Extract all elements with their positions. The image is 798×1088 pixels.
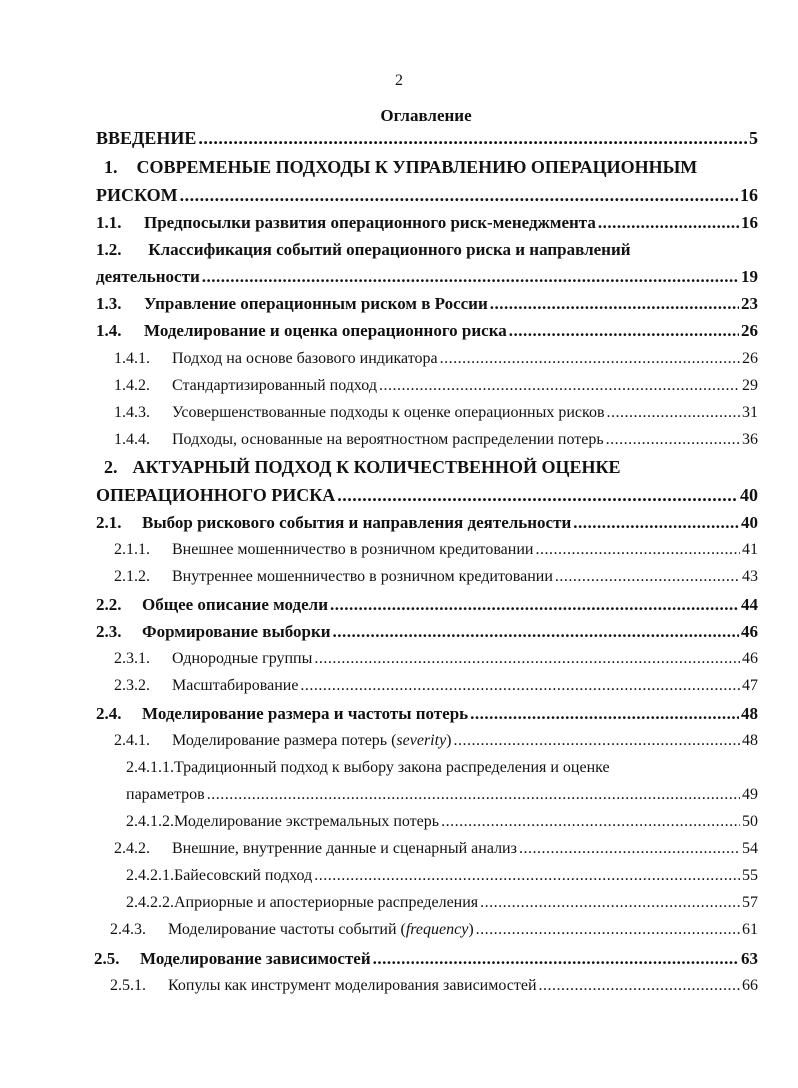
toc-entry-1-2[interactable]: 1.2. Классификация событий операционного риска и направлений: [96, 240, 631, 259]
toc-page: 46: [741, 622, 758, 641]
toc-entry-2-1-1[interactable]: 2.1.1. Внешнее мошенничество в розничном кредитовании ..... 41: [114, 541, 758, 559]
toc-entry-2-4-2[interactable]: 2.4.2. Внешние, внутренние данные и сценарный анализ ..... 54: [114, 840, 758, 858]
toc-entry-2-4-1-2[interactable]: 2.4.1.2.Моделирование экстремальных потерь ..... 50: [126, 813, 758, 831]
toc-page: 23: [741, 294, 758, 313]
toc-page: 48: [742, 732, 758, 749]
toc-entry-1-4-2[interactable]: 1.4.2. Стандартизированный подход ..... 29: [114, 377, 758, 395]
toc-page: 46: [742, 650, 758, 667]
toc-page: 26: [741, 321, 758, 340]
toc-entry-2-4-2-2[interactable]: 2.4.2.2.Априорные и апостериорные распределения ..... 57: [126, 894, 758, 912]
toc-entry-1-4-3[interactable]: 1.4.3. Усовершенствованные подходы к оценке операционных рисков ..... 31: [114, 404, 758, 422]
toc-entry-2-4-2-1[interactable]: 2.4.2.1.Байесовский подход ..... 55: [126, 867, 758, 885]
toc-entry-2-2[interactable]: 2.2. Общее описание модели ..... 44: [96, 595, 758, 615]
toc-entry-1-1[interactable]: 1.1. Предпосылки развития операционного риск-менеджмента ..... 16: [96, 213, 758, 233]
toc-page: 49: [742, 786, 758, 803]
toc-entry-chapter-1-cont[interactable]: РИСКОМ ..... 16: [96, 185, 758, 206]
toc-entry-2-3-1[interactable]: 2.3.1. Однородные группы ..... 46: [114, 650, 758, 668]
toc-page: 54: [742, 840, 758, 857]
toc-entry-2-1[interactable]: 2.1. Выбор рискового события и направления деятельности ..... 40: [96, 513, 758, 533]
toc-page: 43: [742, 568, 758, 585]
toc-entry-2-4-1-1[interactable]: 2.4.1.1.Традиционный подход к выбору закона распределения и оценке: [126, 759, 610, 776]
toc-page: 19: [741, 267, 758, 286]
toc-page: 48: [741, 704, 758, 723]
page-number: 2: [395, 72, 403, 89]
toc-page: 47: [742, 677, 758, 694]
toc-page: 50: [742, 813, 758, 830]
toc-entry-1-4-4[interactable]: 1.4.4. Подходы, основанные на вероятностном распределении потерь ..... 36: [114, 431, 758, 449]
toc-page: 55: [742, 867, 758, 884]
toc-entry-2-4-1-1-cont[interactable]: параметров ..... 49: [126, 786, 758, 804]
toc-entry-introduction[interactable]: ВВЕДЕНИЕ ..... 5: [96, 128, 758, 149]
toc-page: 57: [742, 894, 758, 911]
toc-page: 16: [740, 185, 758, 205]
toc-page: 61: [742, 921, 758, 938]
toc-page: 29: [742, 377, 758, 394]
toc-entry-chapter-1[interactable]: 1. СОВРЕМЕНЫЕ ПОДХОДЫ К УПРАВЛЕНИЮ ОПЕРАЦИОННЫМ: [104, 157, 698, 177]
toc-entry-1-2-cont[interactable]: деятельности ..... 19: [96, 267, 758, 287]
toc-page: 41: [742, 541, 758, 558]
toc-title: Оглавление: [380, 106, 472, 125]
toc-entry-1-3[interactable]: 1.3. Управление операционным риском в России ..... 23: [96, 294, 758, 314]
toc-entry-2-5[interactable]: 2.5. Моделирование зависимостей ..... 63: [94, 949, 758, 969]
toc-page: 63: [741, 949, 758, 968]
toc-entry-chapter-2[interactable]: 2. АКТУАРНЫЙ ПОДХОД К КОЛИЧЕСТВЕННОЙ ОЦЕНКЕ: [104, 457, 621, 477]
toc-entry-1-4[interactable]: 1.4. Моделирование и оценка операционного риска ..... 26: [96, 321, 758, 341]
toc-page: 44: [741, 595, 758, 614]
toc-entry-2-1-2[interactable]: 2.1.2. Внутреннее мошенничество в розничном кредитовании ..... 43: [114, 568, 758, 586]
toc-entry-2-5-1[interactable]: 2.5.1. Копулы как инструмент моделирования зависимостей ..... 66: [110, 977, 758, 995]
toc-page: 5: [749, 128, 758, 148]
toc-entry-2-4-3[interactable]: 2.4.3. Моделирование частоты событий (frequency) ..... 61: [110, 921, 758, 939]
toc-page: 40: [740, 485, 758, 505]
toc-page: 40: [741, 513, 758, 532]
toc-page: 31: [742, 404, 758, 421]
toc-entry-2-4[interactable]: 2.4. Моделирование размера и частоты потерь ..... 48: [96, 704, 758, 724]
toc-page: 16: [741, 213, 758, 232]
toc-entry-chapter-2-cont[interactable]: ОПЕРАЦИОННОГО РИСКА ..... 40: [96, 485, 758, 506]
toc-page: 26: [742, 350, 758, 367]
toc-page: 36: [742, 431, 758, 448]
toc-entry-1-4-1[interactable]: 1.4.1. Подход на основе базового индикатора ..... 26: [114, 350, 758, 368]
toc-page: 66: [742, 977, 758, 994]
toc-entry-2-3-2[interactable]: 2.3.2. Масштабирование ..... 47: [114, 677, 758, 695]
toc-entry-2-4-1[interactable]: 2.4.1. Моделирование размера потерь (severity) ..... 48: [114, 732, 758, 750]
toc-entry-2-3[interactable]: 2.3. Формирование выборки ..... 46: [96, 622, 758, 642]
